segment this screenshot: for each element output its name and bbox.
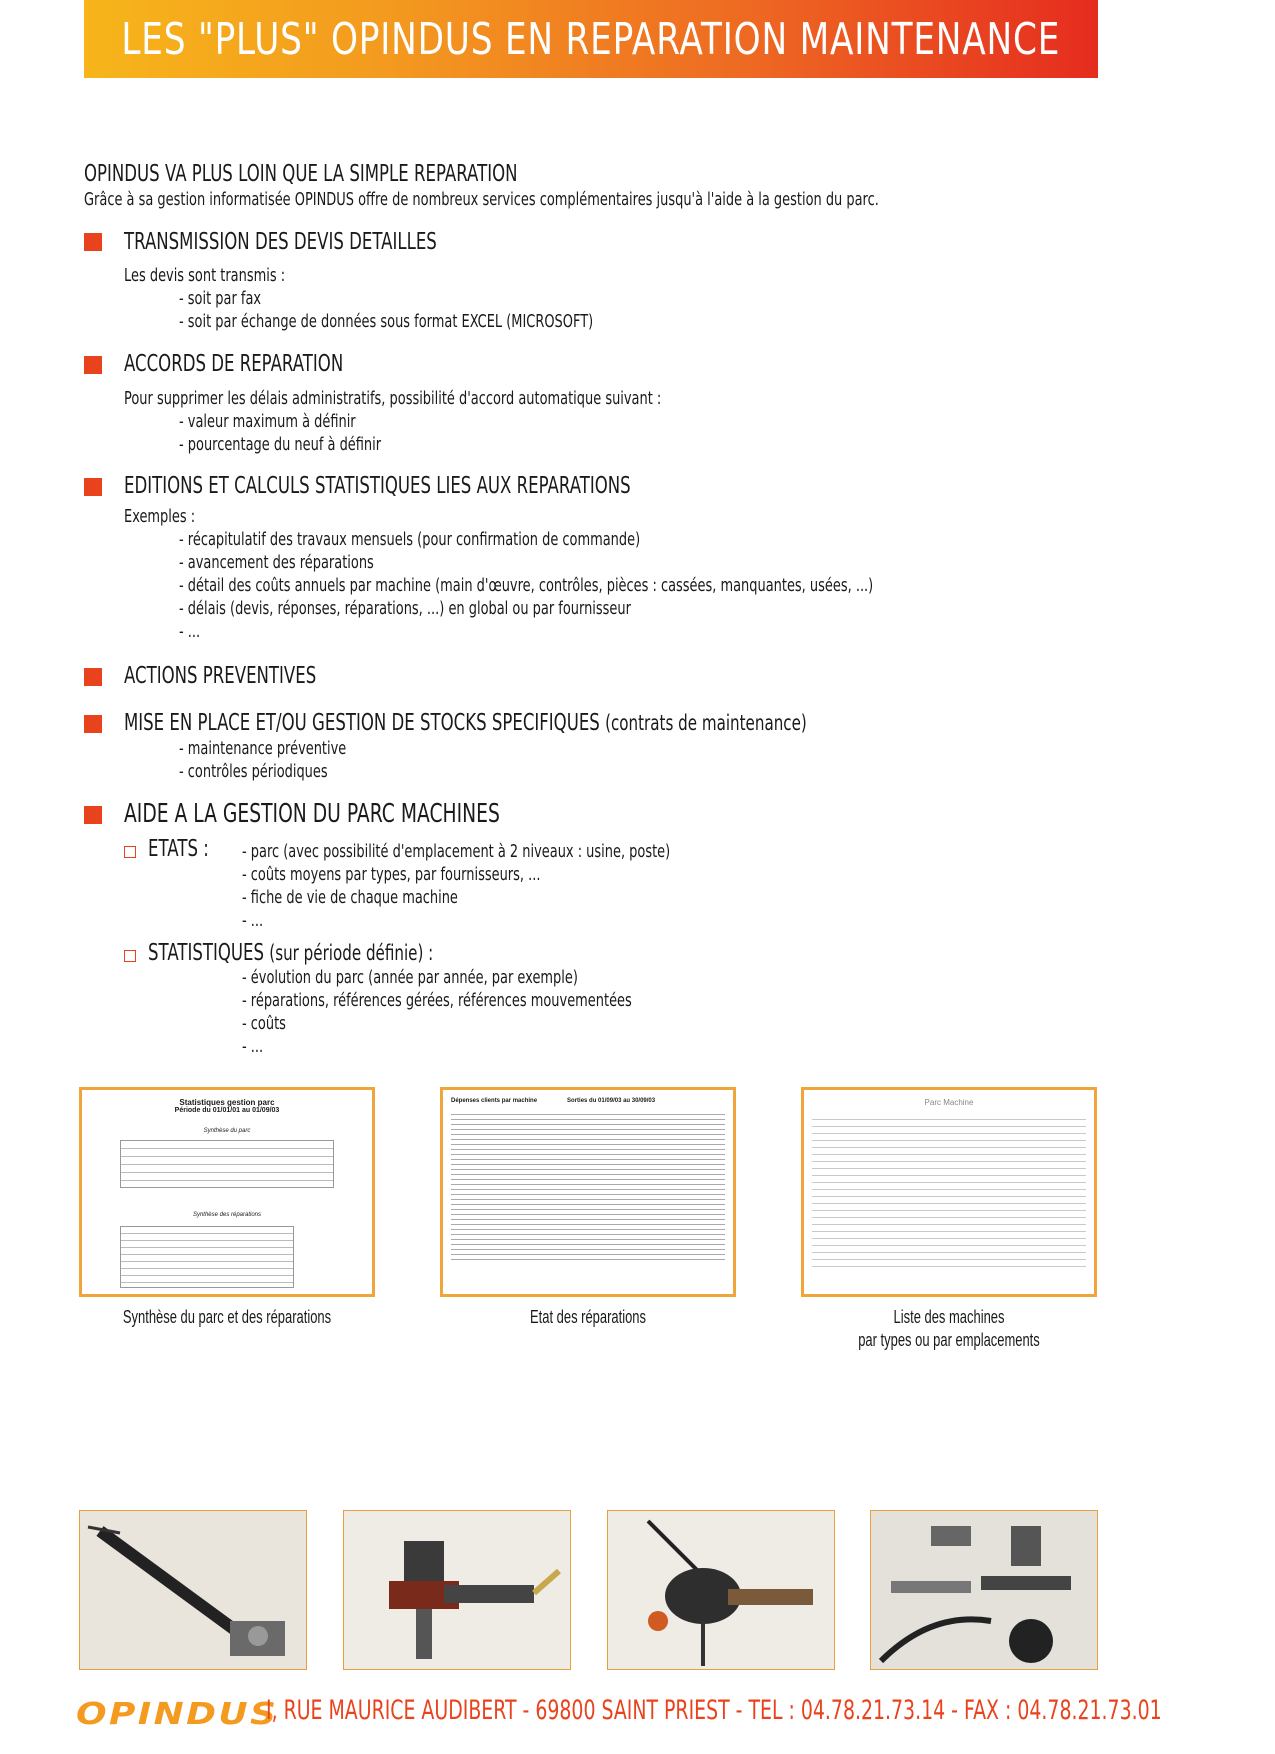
checkbox-icon <box>124 846 136 858</box>
list-item: - valeur maximum à définir <box>179 411 356 432</box>
header-banner <box>84 0 1098 78</box>
section-title: AIDE A LA GESTION DU PARC MACHINES <box>124 799 500 829</box>
list-item: - pourcentage du neuf à définir <box>179 434 382 455</box>
intro-text: Grâce à sa gestion informatisée OPINDUS offre de nombreux services complémentaires jusqu'à l'aide à la gestion du parc. <box>84 189 879 210</box>
section-lead: Exemples : <box>124 506 196 527</box>
list-item: - évolution du parc (année par année, par exemple) <box>242 967 578 988</box>
section-bullet-icon <box>84 715 102 733</box>
list-item: - maintenance préventive <box>179 738 347 759</box>
thumbnail-synthese <box>79 1087 375 1297</box>
list-item: - réparations, références gérées, références mouvementées <box>242 990 632 1011</box>
list-item: - ... <box>179 621 201 642</box>
intro-title: OPINDUS VA PLUS LOIN QUE LA SIMPLE REPARATION <box>84 161 518 187</box>
thumb-section: Synthèse du parc <box>203 1128 251 1134</box>
checkbox-icon <box>124 950 136 962</box>
section-title-text: MISE EN PLACE ET/OU GESTION DE STOCKS SPECIFIQUES <box>124 710 600 736</box>
section-title: ACTIONS PREVENTIVES <box>124 663 317 689</box>
list-item: - ... <box>242 910 264 931</box>
thumb-table <box>120 1140 334 1188</box>
list-item: - soit par fax <box>179 288 262 309</box>
thumb-head: Dépenses clients par machine <box>451 1098 538 1104</box>
footer-address: I, RUE MAURICE AUDIBERT - 69800 SAINT PRIEST - TEL : 04.78.21.73.14 - FAX : 04.78.21.73.01 <box>266 1695 1162 1726</box>
list-item: - soit par échange de données sous format EXCEL (MICROSOFT) <box>179 311 594 332</box>
section-lead: Pour supprimer les délais administratifs, possibilité d'accord automatique suivant : <box>124 388 662 409</box>
section-lead: Les devis sont transmis : <box>124 265 286 286</box>
machine-photo-1 <box>79 1510 307 1670</box>
list-item: - avancement des réparations <box>179 552 374 573</box>
list-item: - détail des coûts annuels par machine (main d'œuvre, contrôles, pièces : cassées, manquantes, usées, ...) <box>179 575 874 596</box>
thumb-subhead: Période du 01/01/01 au 01/09/03 <box>174 1107 280 1114</box>
list-item: - ... <box>242 1036 264 1057</box>
thumbnail-caption: par types ou par emplacements <box>858 1330 1040 1350</box>
section-title: EDITIONS ET CALCULS STATISTIQUES LIES AUX REPARATIONS <box>124 473 631 499</box>
stats-label <box>148 940 433 966</box>
stats-label-text: STATISTIQUES <box>148 940 265 966</box>
list-item: - coûts moyens par types, par fournisseurs, ... <box>242 864 541 885</box>
list-item: - fiche de vie de chaque machine <box>242 887 458 908</box>
section-title <box>124 710 807 736</box>
thumb-table <box>812 1113 1086 1273</box>
thumb-table <box>120 1226 294 1288</box>
section-bullet-icon <box>84 233 102 251</box>
list-item: - délais (devis, réponses, réparations, ...) en global ou par fournisseur <box>179 598 631 619</box>
thumb-head-row <box>451 1098 725 1104</box>
section-bullet-icon <box>84 478 102 496</box>
list-item: - coûts <box>242 1013 286 1034</box>
thumb-head: Parc Machine <box>924 1098 974 1107</box>
thumbnail-caption: Etat des réparations <box>529 1307 646 1327</box>
section-bullet-icon <box>84 668 102 686</box>
thumbnail-parc <box>801 1087 1097 1297</box>
machine-photo-3 <box>607 1510 835 1670</box>
thumb-subhead: Sorties du 01/09/03 au 30/09/03 <box>567 1098 656 1104</box>
list-item: - contrôles périodiques <box>179 761 328 782</box>
section-title: TRANSMISSION DES DEVIS DETAILLES <box>124 229 437 255</box>
page-title: LES "PLUS" OPINDUS EN REPARATION MAINTENANCE <box>121 13 1061 65</box>
etats-label: ETATS : <box>148 836 209 862</box>
section-title-suffix: (contrats de maintenance) <box>605 711 807 735</box>
stats-label-suffix: (sur période définie) : <box>269 941 434 965</box>
section-bullet-icon <box>84 806 102 824</box>
section-bullet-icon <box>84 356 102 374</box>
machine-photo-4 <box>870 1510 1098 1670</box>
machine-photo-2 <box>343 1510 571 1670</box>
thumb-section: Synthèse des réparations <box>192 1212 262 1218</box>
list-item: - récapitulatif des travaux mensuels (pour confirmation de commande) <box>179 529 641 550</box>
footer-logo: OPINDUS <box>76 1697 279 1732</box>
section-title: ACCORDS DE REPARATION <box>124 351 344 377</box>
thumbnail-caption: Synthèse du parc et des réparations <box>122 1307 332 1327</box>
thumbnail-reparations <box>440 1087 736 1297</box>
thumb-table <box>451 1110 725 1260</box>
list-item: - parc (avec possibilité d'emplacement à 2 niveaux : usine, poste) <box>242 841 671 862</box>
thumbnail-caption: Liste des machines <box>893 1307 1005 1327</box>
thumb-head: Statistiques gestion parc <box>179 1098 275 1107</box>
